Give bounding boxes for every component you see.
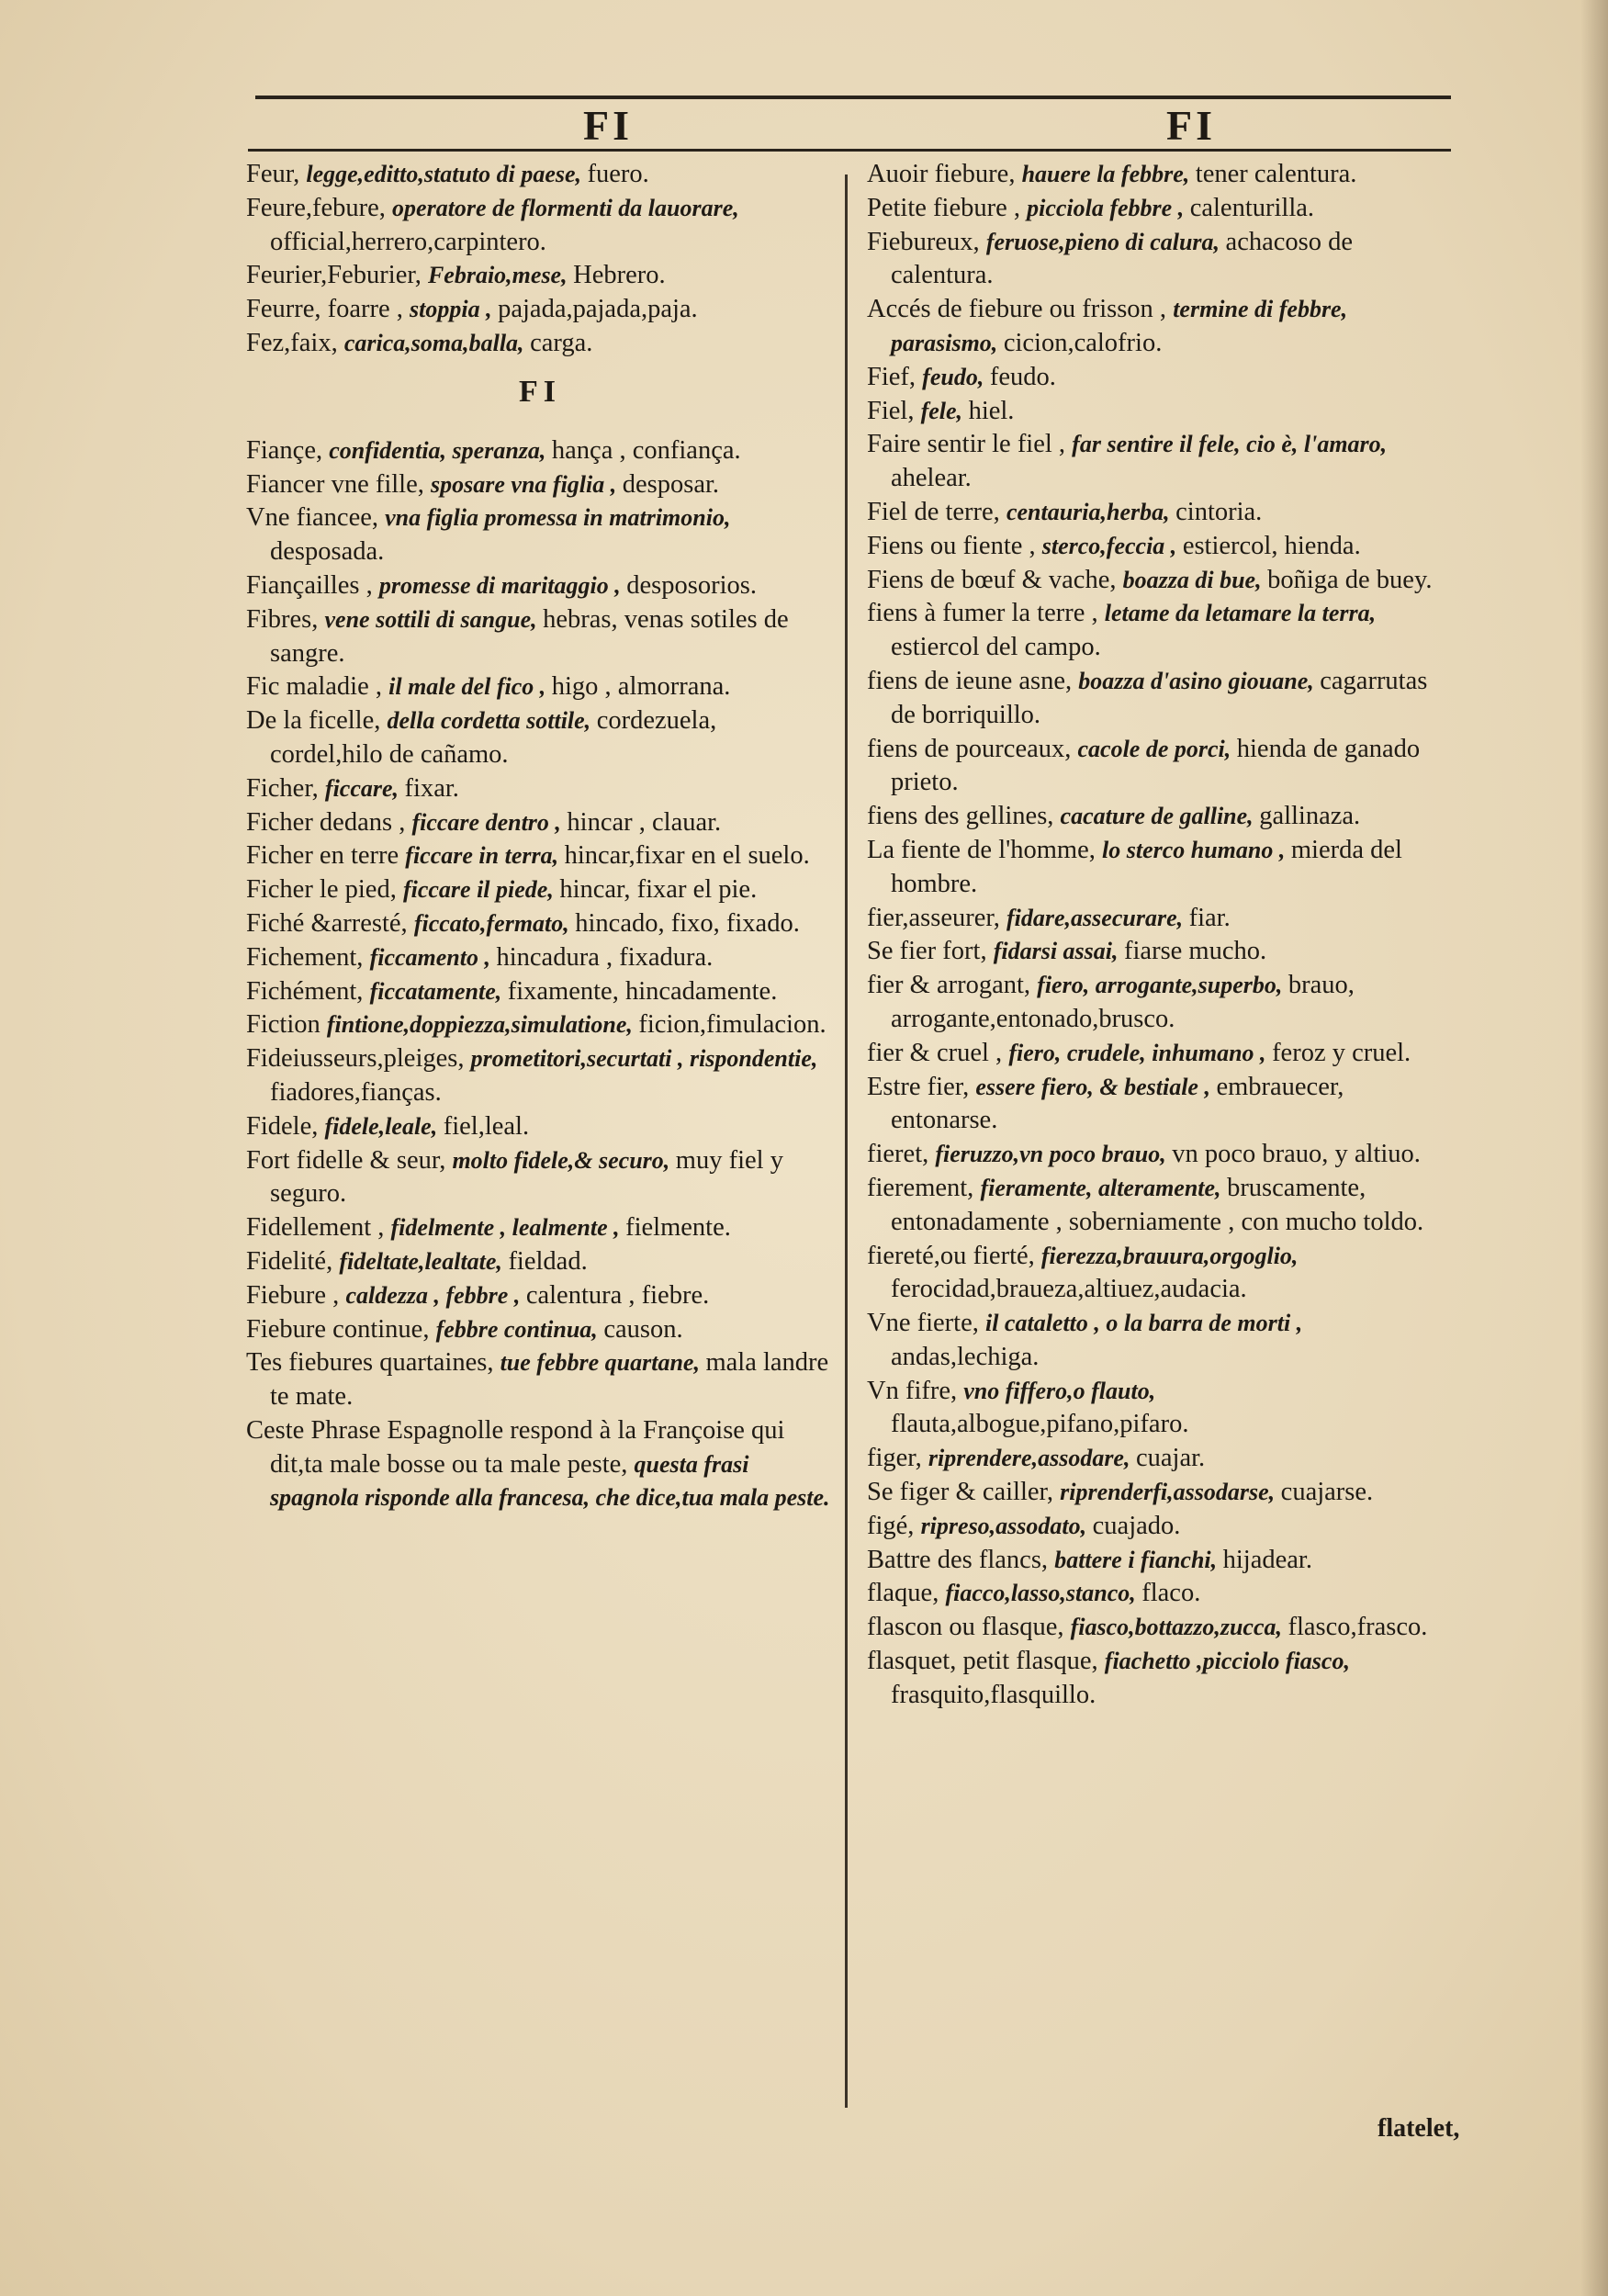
running-header bbox=[248, 84, 1451, 149]
dictionary-entry bbox=[867, 800, 1455, 834]
spanish-translation: fielmente. bbox=[625, 1213, 731, 1243]
italian-translation: letame da letamare la terra, bbox=[1104, 600, 1377, 627]
spanish-translation: estiercol, hienda. bbox=[1182, 531, 1361, 560]
dictionary-entry bbox=[246, 1211, 834, 1245]
french-headword: Fideiusseurs,pleiges, bbox=[246, 1044, 471, 1074]
spanish-translation: mala landre te mate. bbox=[270, 1348, 829, 1412]
italian-translation: cacature de galline, bbox=[1060, 803, 1260, 830]
dictionary-entry bbox=[867, 902, 1455, 936]
dictionary-entry bbox=[246, 434, 834, 468]
spanish-translation: cuajarse. bbox=[1280, 1478, 1374, 1507]
spanish-translation: fiel,leal. bbox=[443, 1111, 530, 1141]
french-headword: Vne fierte, bbox=[867, 1309, 985, 1338]
spanish-translation: cuajar. bbox=[1135, 1444, 1206, 1473]
italian-translation: fieruzzo,vn poco brauo, bbox=[935, 1141, 1173, 1168]
dictionary-entry bbox=[867, 1442, 1455, 1476]
italian-translation: vno fiffero,o flauto, bbox=[963, 1377, 1156, 1404]
spanish-translation: fuero. bbox=[587, 160, 649, 188]
spanish-translation: vn poco brauo, y altiuo. bbox=[1172, 1140, 1421, 1169]
dictionary-entry bbox=[867, 564, 1455, 598]
header-rule-bottom bbox=[248, 149, 1451, 152]
right-column bbox=[867, 158, 1455, 1713]
italian-translation: ficcare dentro , bbox=[411, 808, 568, 836]
french-headword: fier & arrogant, bbox=[867, 971, 1038, 1000]
spanish-translation: hebras, venas sotiles de sangre. bbox=[270, 604, 789, 668]
spanish-translation: fieldad. bbox=[508, 1246, 588, 1276]
french-headword: Fort fidelle & seur, bbox=[246, 1145, 453, 1175]
spanish-translation: pajada,pajada,paja. bbox=[498, 295, 698, 324]
italian-translation: fiachetto ,picciolo fiasco, bbox=[1104, 1648, 1350, 1675]
spanish-translation: fiar. bbox=[1188, 903, 1231, 932]
french-headword: Fiebure continue, bbox=[246, 1314, 436, 1344]
italian-translation: operatore de flormenti da lauorare, bbox=[392, 194, 739, 221]
french-headword: Fic maladie , bbox=[246, 672, 389, 702]
french-headword: Vn fifre, bbox=[867, 1376, 964, 1405]
spanish-translation: muy fiel y seguro. bbox=[270, 1145, 783, 1209]
dictionary-entry bbox=[246, 772, 834, 806]
dictionary-entry bbox=[867, 1307, 1455, 1375]
italian-translation: fiero, arrogante,superbo, bbox=[1037, 972, 1288, 999]
italian-translation: riprendere,assodare, bbox=[928, 1445, 1136, 1472]
spanish-translation: boñiga de buey. bbox=[1267, 565, 1433, 594]
dictionary-entry bbox=[246, 293, 834, 327]
italian-translation: fiacco,lasso,stanco, bbox=[945, 1580, 1142, 1607]
dictionary-entry bbox=[246, 941, 834, 975]
italian-translation: fideltate,lealtate, bbox=[339, 1247, 509, 1275]
french-headword: Ficher, bbox=[246, 773, 325, 803]
italian-translation: sposare vna figlia , bbox=[431, 470, 623, 498]
french-headword: Vne fiancee, bbox=[246, 503, 386, 533]
french-headword: Ceste Phrase Espagnolle respond à la Françoise qui dit,ta male bosse ou ta male peste, bbox=[246, 1415, 785, 1479]
dictionary-entry bbox=[246, 327, 834, 361]
spanish-translation: andas,lechiga. bbox=[891, 1342, 1040, 1371]
dictionary-entry bbox=[246, 1144, 834, 1212]
dictionary-entry bbox=[867, 158, 1455, 192]
french-headword: figer, bbox=[867, 1444, 928, 1473]
dictionary-entry bbox=[867, 1240, 1455, 1308]
spanish-translation: feroz y cruel. bbox=[1272, 1038, 1411, 1067]
italian-translation: centauria,herba, bbox=[1006, 498, 1176, 525]
italian-translation: carica,soma,balla, bbox=[343, 329, 531, 356]
french-headword: Fiens ou fiente , bbox=[867, 531, 1042, 560]
spanish-translation: bruscamente, entonadamente , soberniamente , con mucho toldo. bbox=[891, 1173, 1424, 1236]
dictionary-entry bbox=[867, 834, 1455, 902]
french-headword: Fiction bbox=[246, 1010, 327, 1040]
dictionary-entry bbox=[867, 428, 1455, 496]
french-headword: Fiché &arresté, bbox=[246, 908, 414, 938]
dictionary-entry bbox=[867, 496, 1455, 530]
left-column bbox=[246, 158, 834, 1515]
italian-translation: picciola febbre , bbox=[1027, 194, 1190, 221]
italian-translation: feudo, bbox=[922, 363, 990, 390]
french-headword: Fief, bbox=[867, 362, 923, 391]
italian-translation: fele, bbox=[920, 397, 969, 424]
dictionary-entry bbox=[246, 468, 834, 502]
french-headword: Petite fiebure , bbox=[867, 193, 1028, 222]
spanish-translation: desposada. bbox=[270, 537, 385, 567]
french-headword: flascon ou flasque, bbox=[867, 1613, 1071, 1642]
dictionary-entry bbox=[867, 226, 1455, 294]
italian-translation: vene sottili di sangue, bbox=[324, 605, 544, 633]
spanish-translation: Hebrero. bbox=[573, 261, 666, 290]
french-headword: Feure,febure, bbox=[246, 193, 393, 222]
dictionary-entry bbox=[246, 1042, 834, 1110]
dictionary-entry bbox=[246, 569, 834, 603]
dictionary-entry bbox=[246, 1110, 834, 1144]
italian-translation: caldezza , febbre , bbox=[345, 1281, 526, 1309]
french-headword: Faire sentir le fiel , bbox=[867, 430, 1073, 459]
italian-translation: cacole de porci, bbox=[1077, 735, 1237, 762]
italian-translation: fidele,leale, bbox=[324, 1112, 444, 1140]
french-headword: fiens de ieune asne, bbox=[867, 666, 1079, 695]
left-entries bbox=[246, 434, 834, 1516]
french-headword: Fiebureux, bbox=[867, 227, 986, 256]
spanish-translation: estiercol del campo. bbox=[891, 633, 1101, 662]
italian-translation: termine di febbre, parasismo, bbox=[891, 296, 1348, 356]
french-headword: Fez,faix, bbox=[246, 328, 344, 357]
french-headword: La fiente de l'homme, bbox=[867, 835, 1102, 864]
italian-translation: fidare,assecurare, bbox=[1006, 904, 1189, 931]
spanish-translation: embrauecer, entonarse. bbox=[891, 1072, 1344, 1135]
spanish-translation: hincar , clauar. bbox=[567, 807, 722, 837]
spanish-translation: hincar,fixar en el suelo. bbox=[564, 841, 810, 871]
italian-translation: ripreso,assodato, bbox=[920, 1512, 1093, 1539]
dictionary-entry bbox=[867, 1611, 1455, 1645]
italian-translation: riprenderfi,assodarse, bbox=[1060, 1479, 1281, 1506]
spanish-translation: ferocidad,braueza,altiuez,audacia. bbox=[891, 1275, 1247, 1304]
italian-translation: vna figlia promessa in matrimonio, bbox=[385, 504, 731, 532]
dictionary-entry bbox=[867, 665, 1455, 733]
italian-translation: il cataletto , o la barra de morti , bbox=[984, 1310, 1303, 1337]
spanish-translation: ficion,fimulacion. bbox=[638, 1010, 826, 1040]
french-headword: fier,asseurer, bbox=[867, 903, 1007, 932]
italian-translation: ficcatamente, bbox=[369, 977, 508, 1005]
spanish-translation: gallinaza. bbox=[1259, 802, 1361, 831]
italian-translation: febbre continua, bbox=[435, 1315, 604, 1343]
dictionary-entry bbox=[246, 1414, 834, 1515]
spanish-translation: flauta,albogue,pifano,pifaro. bbox=[891, 1410, 1189, 1439]
french-headword: Accés de fiebure ou frisson , bbox=[867, 295, 1174, 324]
italian-translation: far sentire il fele, cio è, l'amaro, bbox=[1072, 431, 1388, 458]
french-headword: figé, bbox=[867, 1511, 921, 1540]
spanish-translation: fiarse mucho. bbox=[1124, 937, 1267, 966]
italian-translation: Febraio,mese, bbox=[427, 262, 574, 289]
italian-translation: hauere la febbre, bbox=[1021, 161, 1196, 187]
dictionary-entry bbox=[246, 704, 834, 772]
right-entries bbox=[867, 158, 1455, 1713]
italian-translation: il male del fico , bbox=[388, 673, 552, 701]
dictionary-entry bbox=[867, 935, 1455, 969]
dictionary-entry bbox=[246, 603, 834, 671]
dictionary-entry bbox=[867, 293, 1455, 361]
spanish-translation: cordezuela, cordel,hilo de cañamo. bbox=[270, 706, 717, 769]
spanish-translation: cagarrutas de borriquillo. bbox=[891, 666, 1428, 729]
dictionary-entry bbox=[246, 192, 834, 260]
french-headword: Ficher en terre bbox=[246, 841, 406, 871]
french-headword: flaque, bbox=[867, 1579, 946, 1608]
italian-translation: tue febbre quartane, bbox=[500, 1349, 706, 1377]
catchword: flatelet, bbox=[1377, 2114, 1460, 2143]
spanish-translation: brauo, arrogante,entonado,brusco. bbox=[891, 971, 1355, 1033]
header-title-right: FI bbox=[1166, 102, 1216, 149]
dictionary-entry bbox=[867, 1645, 1455, 1713]
spanish-translation: cicion,calofrio. bbox=[1003, 328, 1163, 357]
french-headword: Feurier,Feburier, bbox=[246, 261, 428, 290]
dictionary-entry bbox=[867, 192, 1455, 226]
french-headword: Se fier fort, bbox=[867, 937, 994, 966]
spanish-translation: hiel. bbox=[968, 396, 1015, 425]
italian-translation: fieramente, alteramente, bbox=[980, 1174, 1228, 1201]
dictionary-entry bbox=[246, 1279, 834, 1313]
dictionary-entry bbox=[246, 873, 834, 907]
french-headword: Estre fier, bbox=[867, 1072, 976, 1101]
french-headword: fiens à fumer la terre , bbox=[867, 599, 1105, 628]
italian-translation: legge,editto,statuto di paese, bbox=[306, 161, 588, 187]
french-headword: Fiens de bœuf & vache, bbox=[867, 565, 1123, 594]
spanish-translation: achacoso de calentura. bbox=[891, 227, 1354, 290]
spanish-translation: hança , confiança. bbox=[551, 435, 741, 465]
italian-translation: fintione,doppiezza,simulatione, bbox=[326, 1011, 639, 1039]
french-headword: Fiancer vne fille, bbox=[246, 469, 432, 499]
spanish-translation: flaco. bbox=[1141, 1579, 1201, 1608]
italian-translation: fierezza,brauura,orgoglio, bbox=[1040, 1242, 1299, 1269]
dictionary-entry bbox=[867, 1375, 1455, 1443]
spanish-translation: higo , almorrana. bbox=[551, 672, 731, 702]
spanish-translation: hincado, fixo, fixado. bbox=[575, 908, 800, 938]
dictionary-entry bbox=[246, 975, 834, 1009]
dictionary-entry bbox=[867, 361, 1455, 395]
dictionary-entry bbox=[246, 259, 834, 293]
french-headword: Auoir fiebure, bbox=[867, 160, 1022, 188]
dictionary-entry bbox=[867, 1172, 1455, 1240]
spanish-translation: official,herrero,carpintero. bbox=[270, 227, 546, 256]
french-headword: Feurre, foarre , bbox=[246, 295, 410, 324]
spanish-translation: fixar. bbox=[404, 773, 459, 803]
italian-translation: confidentia, speranza, bbox=[329, 436, 552, 464]
header-rule-top bbox=[255, 96, 1451, 99]
italian-translation: boazza d'asino giouane, bbox=[1078, 667, 1321, 694]
spanish-translation: causon. bbox=[603, 1314, 683, 1344]
dictionary-entry bbox=[867, 1577, 1455, 1611]
dictionary-entry bbox=[867, 1544, 1455, 1578]
french-headword: fiens des gellines, bbox=[867, 802, 1061, 831]
french-headword: Battre des flancs, bbox=[867, 1545, 1055, 1574]
dictionary-entry bbox=[867, 733, 1455, 801]
dictionary-entry bbox=[246, 1008, 834, 1042]
spanish-translation: tener calentura. bbox=[1195, 160, 1357, 188]
spanish-translation: desposorios. bbox=[626, 570, 757, 600]
dictionary-entry bbox=[246, 806, 834, 840]
italian-translation: essere fiero, & bestiale , bbox=[975, 1073, 1217, 1100]
dictionary-entry bbox=[246, 1313, 834, 1347]
french-headword: Ficher dedans , bbox=[246, 807, 412, 837]
dictionary-entry bbox=[867, 1037, 1455, 1071]
italian-translation: fidelmente , lealmente , bbox=[390, 1214, 626, 1242]
dictionary-entry bbox=[246, 501, 834, 569]
french-headword: Fiel de terre, bbox=[867, 497, 1006, 526]
italian-translation: molto fidele,& securo, bbox=[452, 1146, 676, 1174]
italian-translation: questa frasi spagnola risponde alla francesa, che dice,tua mala peste. bbox=[270, 1450, 830, 1512]
dictionary-entry bbox=[246, 670, 834, 704]
spanish-translation: mierda del hombre. bbox=[891, 835, 1402, 898]
spanish-translation: desposar. bbox=[622, 469, 720, 499]
spanish-translation: hincadura , fixadura. bbox=[496, 942, 714, 972]
italian-translation: fiasco,bottazzo,zucca, bbox=[1070, 1614, 1288, 1641]
french-headword: fieret, bbox=[867, 1140, 936, 1169]
spanish-translation: frasquito,flasquillo. bbox=[891, 1680, 1096, 1709]
dictionary-entry bbox=[246, 1245, 834, 1279]
italian-translation: della cordetta sottile, bbox=[387, 707, 597, 735]
spanish-translation: cuajado. bbox=[1092, 1511, 1181, 1540]
italian-translation: ficcare in terra, bbox=[405, 842, 565, 870]
spanish-translation: flasco,frasco. bbox=[1288, 1613, 1428, 1642]
italian-translation: boazza di bue, bbox=[1122, 566, 1268, 593]
french-headword: Fichément, bbox=[246, 976, 370, 1006]
italian-translation: ficcato,fermato, bbox=[413, 909, 576, 937]
spanish-translation: carga. bbox=[530, 328, 593, 357]
italian-translation: lo sterco humano , bbox=[1102, 836, 1291, 863]
dictionary-entry bbox=[246, 839, 834, 873]
italian-translation: feruose,pieno di calura, bbox=[985, 228, 1226, 255]
french-headword: Fidelité, bbox=[246, 1246, 340, 1276]
dictionary-entry bbox=[867, 1510, 1455, 1544]
italian-translation: ficcare, bbox=[324, 774, 405, 802]
italian-translation: sterco,feccia , bbox=[1041, 532, 1183, 559]
french-headword: Fidele, bbox=[246, 1111, 325, 1141]
french-headword: Fiel, bbox=[867, 396, 921, 425]
spanish-translation: fixamente, hincadamente. bbox=[507, 976, 778, 1006]
dictionary-entry bbox=[246, 1346, 834, 1414]
italian-translation: ficcare il piede, bbox=[402, 876, 560, 904]
french-headword: fiereté,ou fierté, bbox=[867, 1241, 1041, 1270]
dictionary-entry bbox=[867, 395, 1455, 429]
dictionary-entry bbox=[867, 1476, 1455, 1510]
italian-translation: fiero, crudele, inhumano , bbox=[1008, 1039, 1273, 1066]
column-divider bbox=[845, 174, 848, 2108]
italian-translation: stoppia , bbox=[410, 296, 499, 323]
section-heading: FI bbox=[519, 374, 561, 409]
dictionary-entry bbox=[867, 530, 1455, 564]
french-headword: Feur, bbox=[246, 160, 307, 188]
french-headword: Fibres, bbox=[246, 604, 325, 634]
page-edge-shadow bbox=[1580, 0, 1608, 2296]
spanish-translation: cintoria. bbox=[1175, 497, 1263, 526]
spanish-translation: hijadear. bbox=[1222, 1545, 1312, 1574]
italian-translation: ficcamento , bbox=[369, 943, 497, 971]
italian-translation: fidarsi assai, bbox=[993, 938, 1125, 965]
french-headword: Fiançailles , bbox=[246, 570, 379, 600]
french-headword: Fidellement , bbox=[246, 1213, 391, 1243]
spanish-translation: ahelear. bbox=[891, 464, 972, 493]
french-headword: fierement, bbox=[867, 1173, 981, 1202]
dictionary-entry bbox=[246, 907, 834, 941]
french-headword: Ficher le pied, bbox=[246, 875, 403, 905]
french-headword: De la ficelle, bbox=[246, 706, 388, 736]
dictionary-entry bbox=[867, 597, 1455, 665]
french-headword: fiens de pourceaux, bbox=[867, 734, 1078, 763]
french-headword: Fiebure , bbox=[246, 1280, 346, 1310]
french-headword: Fiançe, bbox=[246, 435, 330, 465]
spanish-translation: hienda de ganado prieto. bbox=[891, 734, 1421, 797]
spanish-translation: calenturilla. bbox=[1189, 193, 1315, 222]
dictionary-entry bbox=[867, 1071, 1455, 1139]
spanish-translation: calentura , fiebre. bbox=[525, 1280, 710, 1310]
french-headword: flasquet, petit flasque, bbox=[867, 1647, 1105, 1676]
french-headword: Tes fiebures quartaines, bbox=[246, 1348, 500, 1378]
spanish-translation: fiadores,fianças. bbox=[270, 1077, 442, 1107]
header-title-left: FI bbox=[583, 102, 633, 149]
dictionary-entry bbox=[867, 969, 1455, 1037]
french-headword: Se figer & cailler, bbox=[867, 1478, 1061, 1507]
spanish-translation: hincar, fixar el pie. bbox=[559, 875, 758, 905]
dictionary-entry bbox=[867, 1138, 1455, 1172]
french-headword: Fichement, bbox=[246, 942, 370, 972]
italian-translation: battere i fianchi, bbox=[1054, 1546, 1223, 1573]
french-headword: fier & cruel , bbox=[867, 1038, 1009, 1067]
dictionary-entry bbox=[246, 158, 834, 192]
italian-translation: prometitori,securtati , rispondentie, bbox=[470, 1045, 818, 1073]
left-entries-before-section bbox=[246, 158, 834, 361]
italian-translation: promesse di maritaggio , bbox=[378, 571, 627, 599]
spanish-translation: feudo. bbox=[989, 362, 1056, 391]
